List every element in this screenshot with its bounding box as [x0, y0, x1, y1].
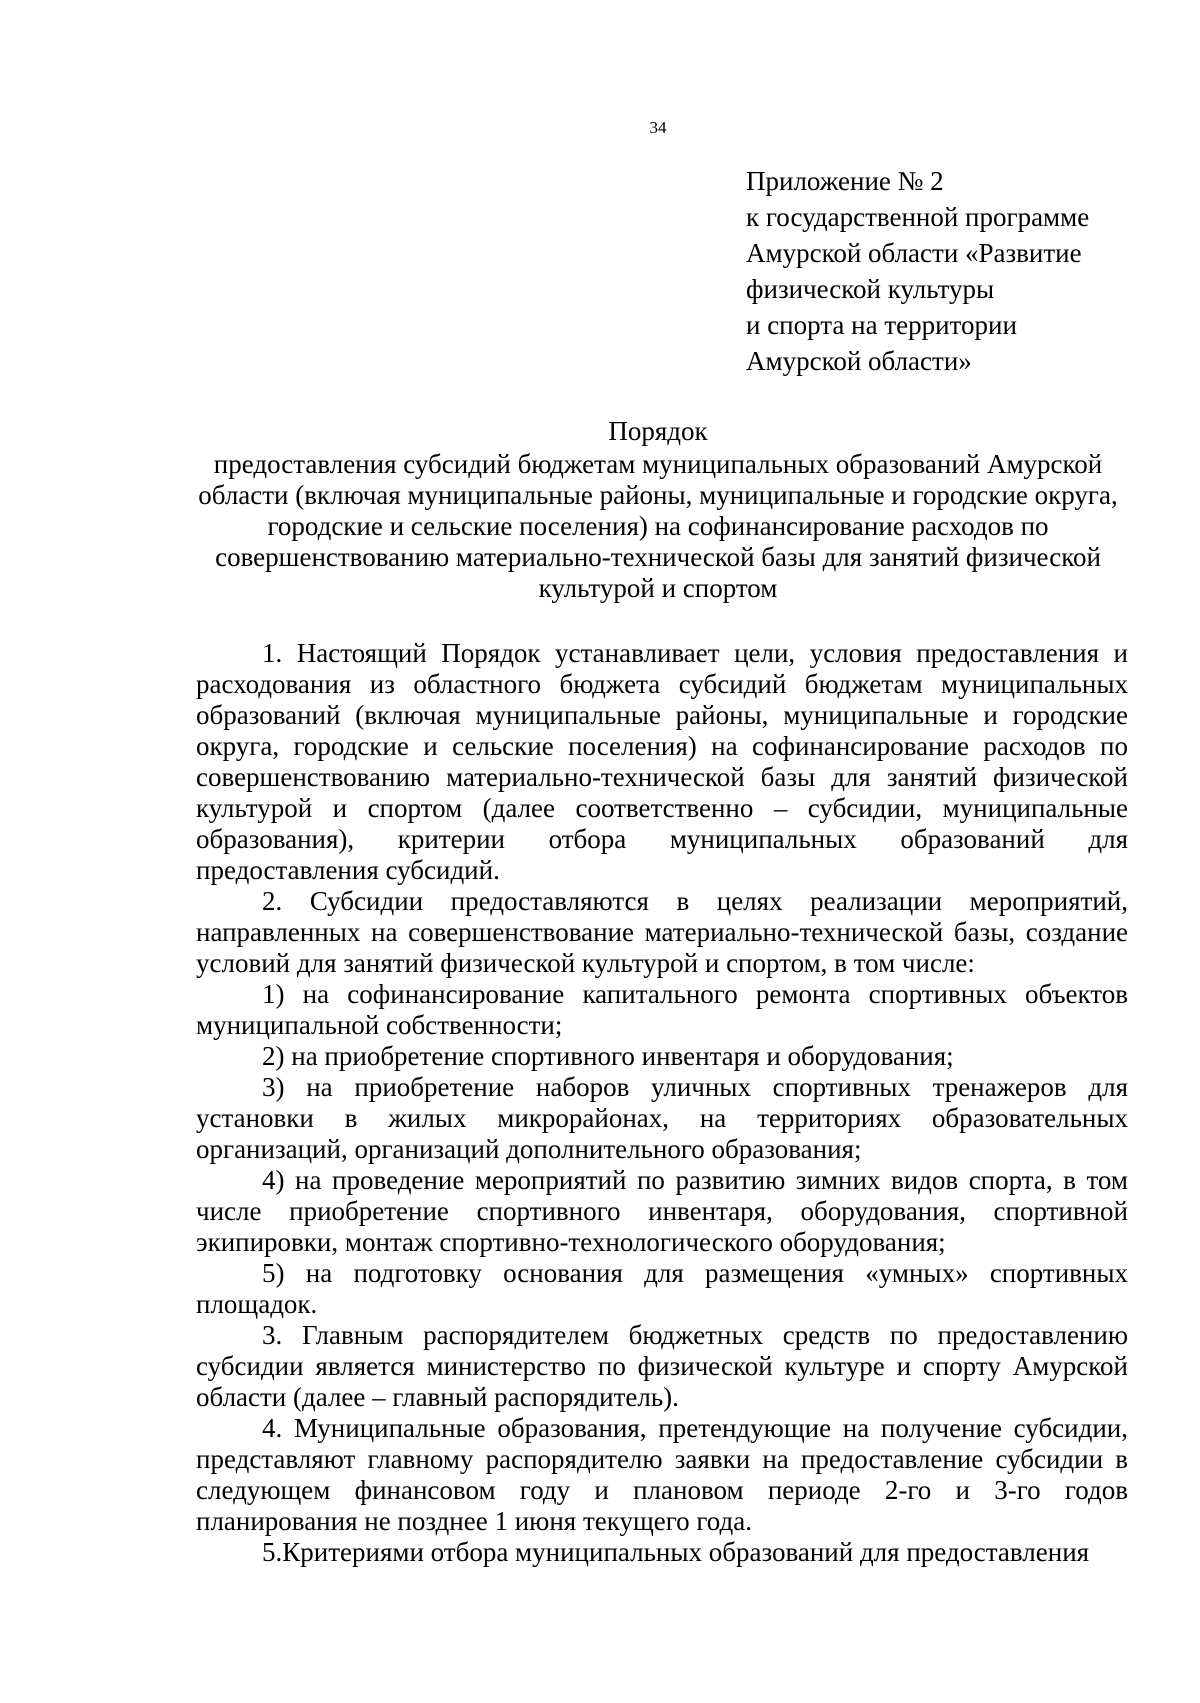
list-item-3: 3) на приобретение наборов уличных спортивных тренажеров для установки в жилых микрорайонах, на территориях образовательных организаций, организаций дополнительного образования;: [196, 1072, 1128, 1164]
title-line: области (включая муниципальные районы, муниципальные и городские округа,: [198, 480, 1118, 510]
paragraph-1: 1. Настоящий Порядок устанавливает цели, условия предоставления и расходования из областного бюджета субсидий бюджетам муниципальных образований (включая муниципальные районы, муниципальные и городские округа, городские и сельские поселения) на софинансирование расходов по совершенствованию материально-технической базы для занятий физической культурой и спортом (далее соответственно – субсидии, муниципальные образования), критерии отбора муниципальных образований для предоставления субсидий.: [196, 638, 1128, 885]
attachment-line: и спорта на территории: [746, 310, 1017, 340]
paragraph-2: 2. Субсидии предоставляются в целях реализации мероприятий, направленных на совершенствование материально-технической базы, создание условий для занятий физической культурой и спортом, в том числе:: [196, 886, 1128, 978]
document-title: [196, 416, 1120, 604]
list-item-4: 4) на проведение мероприятий по развитию зимних видов спорта, в том числе приобретение спортивного инвентаря, оборудования, спортивной экипировки, монтаж спортивно-технологического оборудования;: [196, 1165, 1128, 1257]
attachment-line: к государственной программе: [746, 202, 1090, 232]
list-item-5: 5) на подготовку основания для размещения «умных» спортивных площадок.: [196, 1258, 1128, 1319]
title-line: предоставления субсидий бюджетам муниципальных образований Амурской: [213, 449, 1103, 479]
attachment-note: [746, 163, 1186, 379]
title-line: совершенствованию материально-технической базы для занятий физической: [215, 542, 1101, 572]
attachment-line: Амурской области «Развитие: [746, 238, 1082, 268]
paragraph-5: 5.Критериями отбора муниципальных образований для предоставления: [262, 1537, 1090, 1567]
page-number: 34: [649, 118, 667, 137]
paragraph-3: 3. Главным распорядителем бюджетных средств по предоставлению субсидии является министерство по физической культуре и спорту Амурской области (далее – главный распорядитель).: [196, 1320, 1128, 1412]
attachment-line: физической культуры: [746, 274, 995, 304]
list-item-2: 2) на приобретение спортивного инвентаря и оборудования;: [262, 1041, 954, 1071]
title-heading: Порядок: [608, 416, 708, 446]
title-line: городские и сельские поселения) на софинансирование расходов по: [267, 511, 1049, 541]
title-line: культурой и спортом: [538, 573, 778, 603]
paragraph-4: 4. Муниципальные образования, претендующие на получение субсидии, представляют главному распорядителю заявки на предоставление субсидии в следующем финансовом году и плановом периоде 2-го и 3-го годов планирования не позднее 1 июня текущего года.: [196, 1413, 1128, 1536]
document-body: [196, 638, 1128, 1568]
attachment-line: Приложение № 2: [746, 166, 944, 196]
attachment-line: Амурской области»: [746, 346, 972, 376]
list-item-1: 1) на софинансирование капитального ремонта спортивных объектов муниципальной собственности;: [196, 979, 1128, 1040]
